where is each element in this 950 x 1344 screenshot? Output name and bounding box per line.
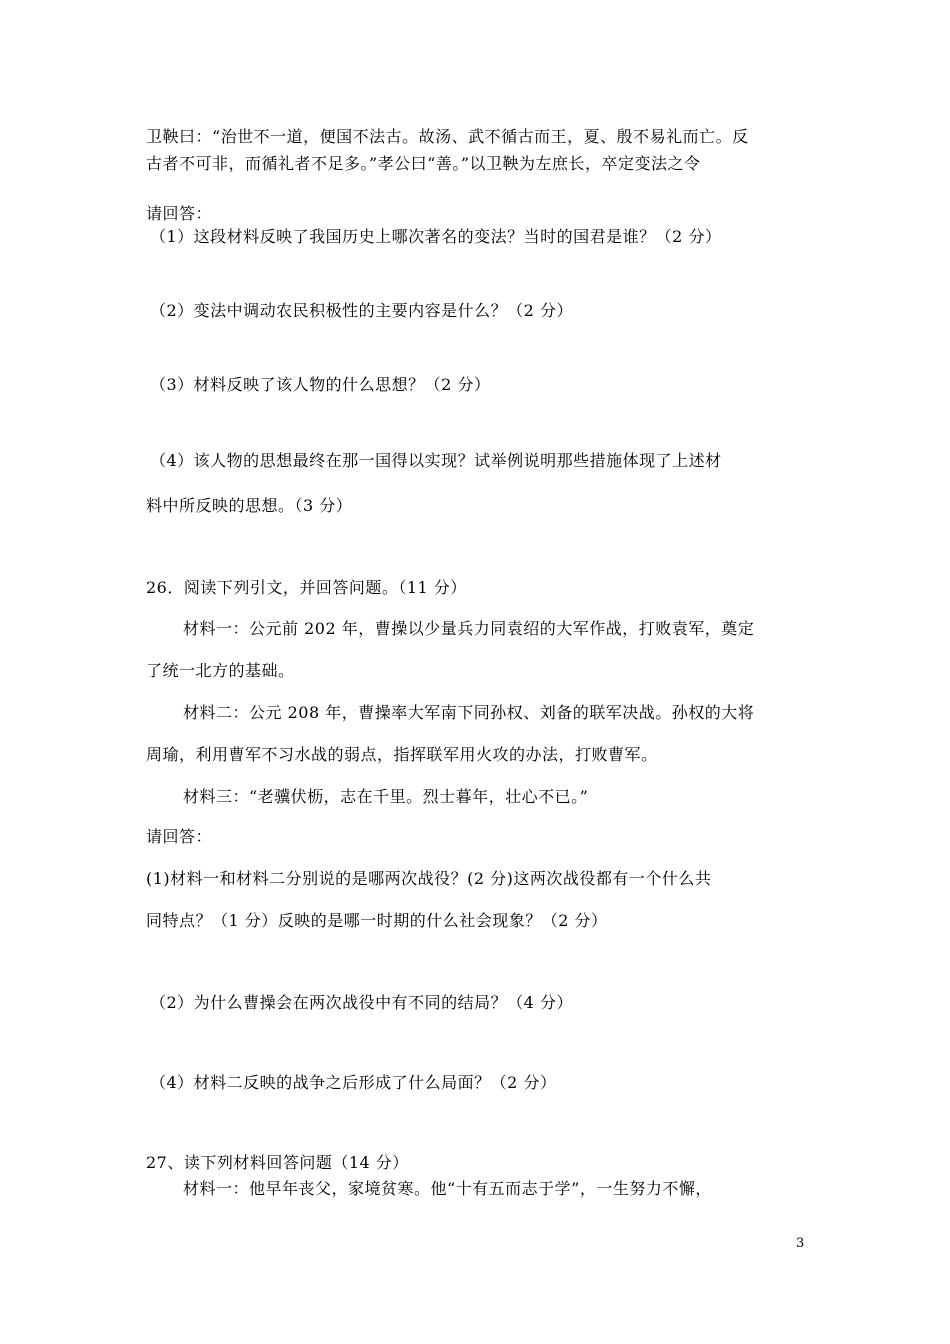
- s25-question-3: （3）材料反映了该人物的什么思想？（2 分）: [150, 375, 491, 394]
- s26-question-1-line-1: (1)材料一和材料二分别说的是哪两次战役？(2 分)这两次战役都有一个什么共: [146, 869, 712, 888]
- s27-title: 27、读下列材料回答问题（14 分）: [146, 1153, 409, 1172]
- s25-question-4-line-2: 料中所反映的思想。（3 分）: [146, 496, 353, 515]
- s26-title: 26．阅读下列引文，并回答问题。（11 分）: [146, 578, 467, 597]
- s26-material-1-line-2: 了统一北方的基础。: [146, 661, 295, 680]
- s25-question-4-line-1: （4）该人物的思想最终在那一国得以实现？试举例说明那些措施体现了上述材: [150, 451, 722, 470]
- s26-material-2-line-1: 材料二：公元 208 年，曹操率大军南下同孙权、刘备的联军决战。孙权的大将: [183, 703, 755, 722]
- s25-prompt: 请回答：: [146, 204, 213, 223]
- s26-material-2-line-2: 周瑜，利用曹军不习水战的弱点，指挥联军用火攻的办法，打败曹军。: [146, 745, 658, 764]
- s26-question-1-line-2: 同特点？（1 分）反映的是哪一时期的什么社会现象？（2 分）: [146, 911, 608, 930]
- s26-question-4: （4）材料二反映的战争之后形成了什么局面？（2 分）: [150, 1073, 557, 1092]
- s26-material-1-line-1: 材料一：公元前 202 年，曹操以少量兵力同袁绍的大军作战，打败袁军，奠定: [183, 619, 755, 638]
- s25-material-line-2: 古者不可非，而循礼者不足多。”孝公曰“善。”以卫鞅为左庶长，卒定变法之令: [146, 154, 701, 173]
- s25-question-2: （2）变法中调动农民积极性的主要内容是什么？（2 分）: [150, 301, 573, 320]
- page-number: 3: [796, 1236, 805, 1251]
- s26-question-2: （2）为什么曹操会在两次战役中有不同的结局？（4 分）: [150, 993, 573, 1012]
- s25-material-line-1: 卫鞅曰：“治世不一道，便国不法古。故汤、武不循古而王，夏、殷不易礼而亡。反: [146, 127, 749, 146]
- s27-material-1-line-1: 材料一：他早年丧父，家境贫寒。他“十有五而志于学”，一生努力不懈，: [183, 1179, 712, 1198]
- s26-prompt: 请回答：: [146, 827, 213, 846]
- s26-material-3: 材料三：“老骥伏枥，志在千里。烈士暮年，壮心不已。”: [183, 787, 589, 806]
- s25-question-1: （1）这段材料反映了我国历史上哪次著名的变法？当时的国君是谁？（2 分）: [150, 227, 722, 246]
